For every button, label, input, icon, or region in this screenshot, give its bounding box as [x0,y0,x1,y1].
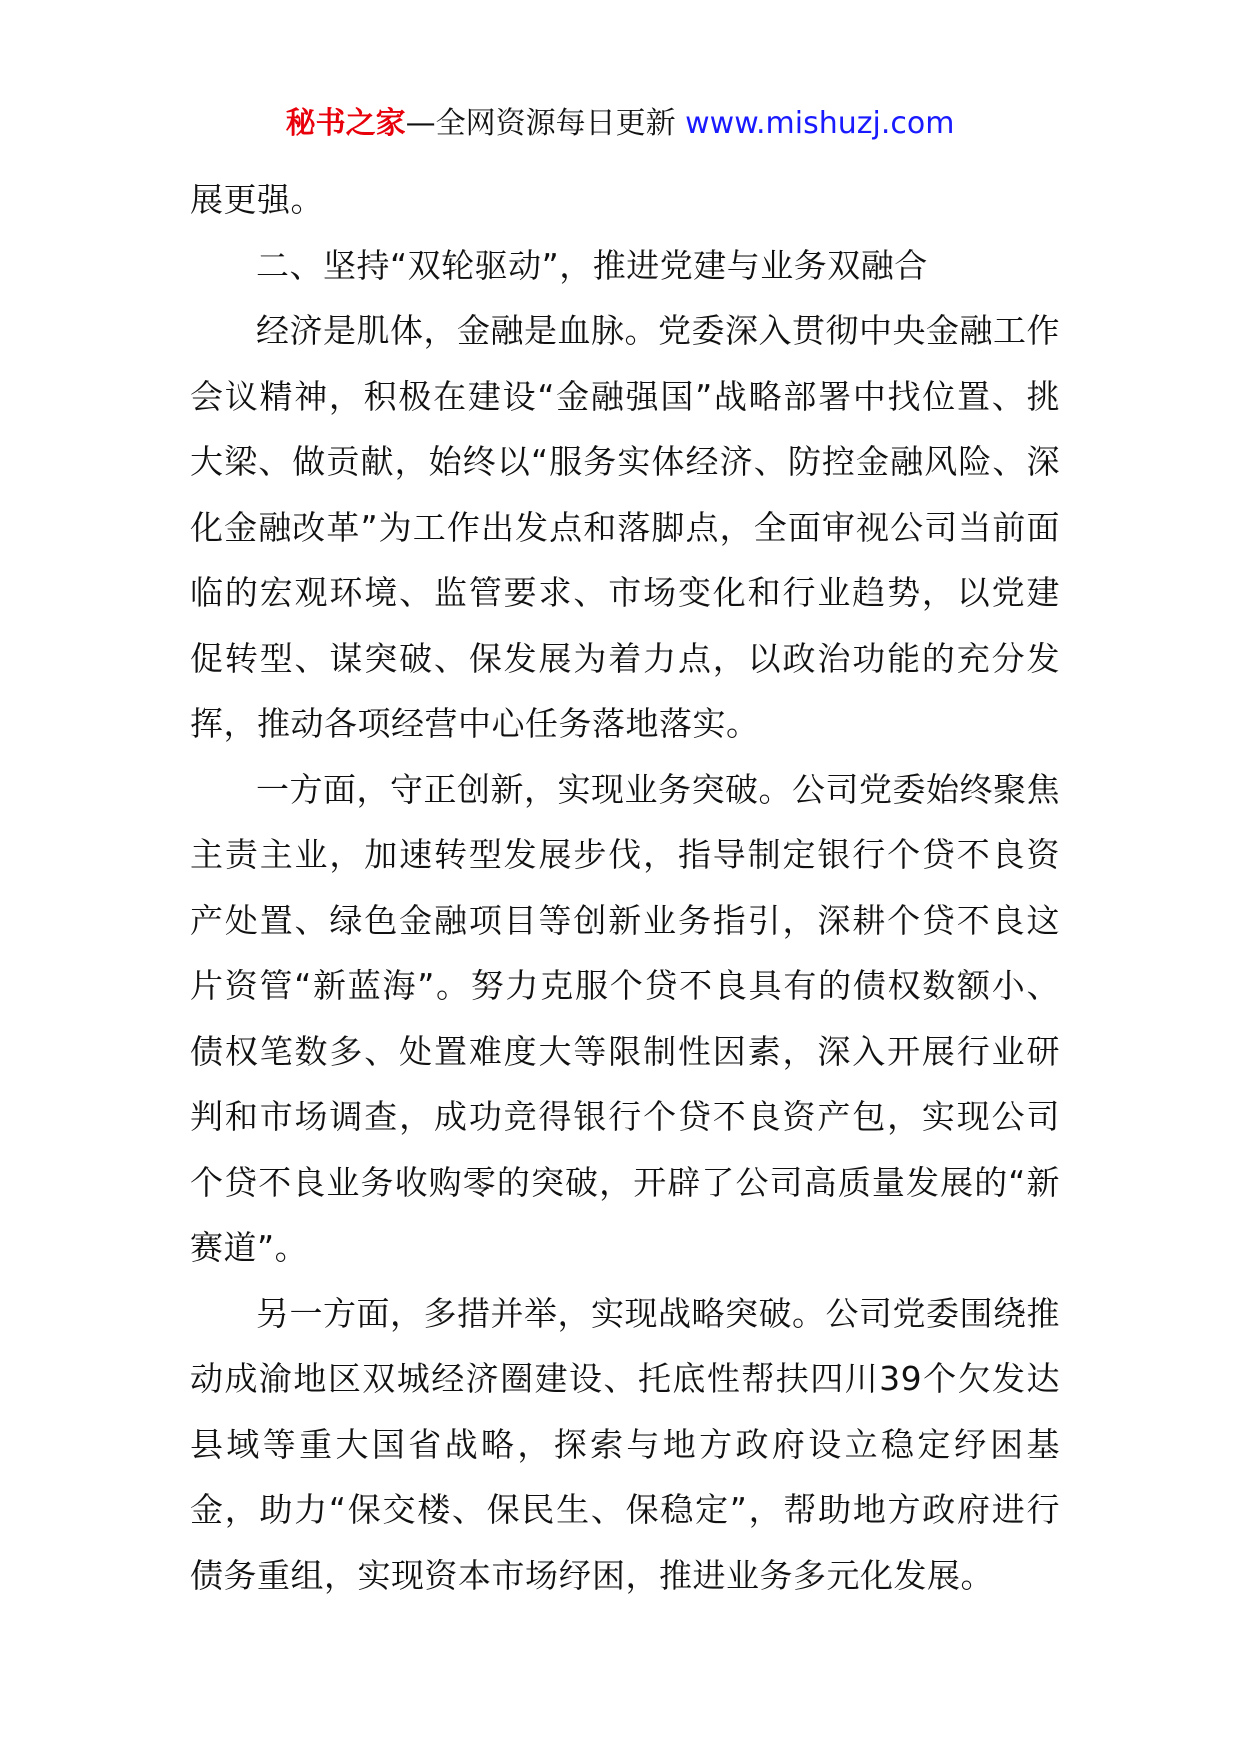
paragraph: 另一方面，多措并举，实现战略突破。公司党委围绕推动成渝地区双城经济圈建设、托底性帮扶四川39个欠发达县域等重大国省战略，探索与地方政府设立稳定纾困基金，助力“保交楼、保民生、保稳定”，帮助地方政府进行债务重组，实现资本市场纾困，推进业务多元化发展。 [190,1293,1060,1595]
header-tagline: —全网资源每日更新 [405,106,686,141]
brand-name: 秘书之家 [285,106,406,141]
paragraph-continuation: 展更强。 [190,180,324,219]
site-header [0,100,1240,148]
document-body [190,167,1060,1608]
paragraph: 经济是肌体，金融是血脉。党委深入贯彻中央金融工作会议精神，积极在建设“金融强国”战略部署中找位置、挑大梁、做贡献，始终以“服务实体经济、防控金融风险、深化金融改革”为工作出发点和落脚点，全面审视公司当前面临的宏观环境、监管要求、市场变化和行业趋势，以党建促转型、谋突破、保发展为着力点，以政治功能的充分发挥，推动各项经营中心任务落地落实。 [190,311,1060,743]
section-heading: 二、坚持“双轮驱动”，推进党建与业务双融合 [256,245,928,285]
paragraph: 一方面，守正创新，实现业务突破。公司党委始终聚焦主责主业，加速转型发展步伐，指导制定银行个贷不良资产处置、绿色金融项目等创新业务指引，深耕个贷不良这片资管“新蓝海”。努力克服个贷不良具有的债权数额小、债权笔数多、处置难度大等限制性因素，深入开展行业研判和市场调查，成功竞得银行个贷不良资产包，实现公司个贷不良业务收购零的突破，开辟了公司高质量发展的“新赛道”。 [190,769,1060,1267]
site-url-link[interactable]: www.mishuzj.com [685,106,955,141]
